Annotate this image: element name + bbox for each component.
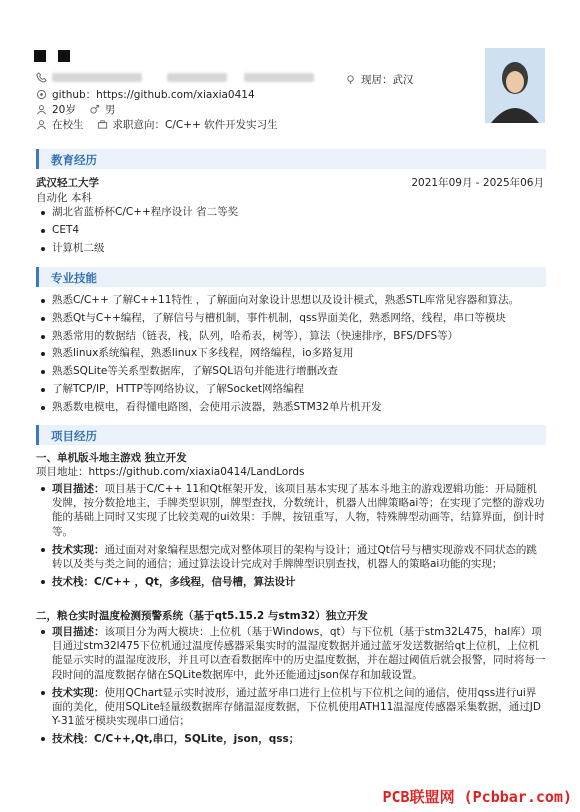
- project2-stack: 技术栈：C/C++,Qt,串口，SQLite，json，qss；: [38, 732, 546, 746]
- age-gender-row: 20岁 男: [36, 102, 115, 117]
- list-item: 熟悉linux系统编程，熟悉linux下多线程，网络编程，io多路复用: [38, 345, 519, 363]
- contact-row: [36, 72, 314, 83]
- phone-icon: [36, 72, 47, 83]
- project1-address[interactable]: 项目地址：https://github.com/xiaxia0414/LandLords: [36, 466, 305, 478]
- list-item: 计算机二级: [38, 240, 238, 258]
- education-list: [38, 204, 238, 257]
- list-item: 熟悉SQLite等关系型数据库，了解SQL语句并能进行增删改查: [38, 363, 519, 381]
- school-name: 武汉轻工大学: [36, 177, 99, 189]
- person-icon: [36, 119, 47, 130]
- project1-stack: 技术栈：C/C++ ，Qt，多线程，信号槽，算法设计: [38, 575, 546, 589]
- email-redacted: [167, 73, 227, 82]
- user-icon: [36, 104, 47, 115]
- list-item: 了解TCP/IP，HTTP等网络协议，了解Socket网络编程: [38, 381, 519, 399]
- github-icon: [36, 89, 47, 100]
- project2-desc: 项目描述：该项目分为两大模块：上位机（基于Windows，qt）与下位机（基于stm32L475，hal库）项目通过stm32l475下位机通过温度传感器采集实时的温湿度数据并通过蓝牙发送数据给qt上位机，上位机能显示实时的温湿度波形，并且可以查看数据库中的历史温度数据，并在超过阈值后就会报警，同时将每一段时间的温度数据存储在SQLite数据库中，此外还能通过json保存和加载设置。: [38, 625, 546, 682]
- phone-redacted: [52, 73, 142, 82]
- section-projects: 项目经历: [36, 425, 546, 445]
- list-item: 熟悉Qt与C++编程，了解信号与槽机制，事件机制，qss界面美化，熟悉网络，线程，串口等模块: [38, 310, 519, 328]
- extra-redacted: [244, 73, 314, 82]
- project2-tech: 技术实现：使用QChart显示实时波形，通过蓝牙串口进行上位机与下位机之间的通信，使用qss进行ui界面的美化，使用SQLite轻量级数据库存储温湿度数据，下位机使用ATH11温湿度传感器采集数据，通过JDY-31蓝牙模块实现串口通信；: [38, 686, 546, 729]
- list-item: 熟悉数电模电，看得懂电路图，会使用示波器，熟悉STM32单片机开发: [38, 399, 519, 417]
- education-date: 2021年09月 - 2025年06月: [411, 177, 544, 189]
- gender-icon: [89, 104, 100, 115]
- briefcase-icon: [97, 119, 108, 130]
- project1-tech: 技术实现：通过面对对象编程思想完成对整体项目的架构与设计；通过Qt信号与槽实现游戏不同状态的跳转以及类与类之间的通信；通过算法设计完成对手牌牌型识别查找，机器人的策略ai功能的实现；: [38, 543, 546, 571]
- project1-details: [38, 482, 546, 589]
- project1-title: 一、单机版斗地主游戏 独立开发: [36, 452, 187, 464]
- project2-title: 二，粮仓实时温度检测预警系统（基于qt5.15.2 与stm32）独立开发: [36, 610, 368, 622]
- list-item: 熟悉常用的数据结（链表，栈，队列，哈希表，树等），算法（快速排序，BFS/DFS等）: [38, 328, 519, 346]
- github-link[interactable]: github：https://github.com/xiaxia0414: [52, 89, 255, 101]
- section-education: 教育经历: [36, 149, 546, 169]
- project2-details: [38, 625, 546, 747]
- location: 现居：武汉: [345, 72, 414, 87]
- name-redacted: [34, 50, 70, 62]
- github-row: [36, 87, 255, 102]
- list-item: 湖北省蓝桥杯C/C++程序设计 省二等奖: [38, 204, 238, 222]
- major: 自动化 本科: [36, 192, 92, 204]
- skills-list: [38, 292, 519, 417]
- section-skills: 专业技能: [36, 267, 546, 287]
- status-row: 在校生 求职意向：C/C++ 软件开发实习生: [36, 117, 278, 132]
- profile-photo: [485, 48, 545, 123]
- footer-watermark: PCB联盟网 (Pcbbar.com): [382, 788, 572, 806]
- list-item: CET4: [38, 222, 238, 240]
- location-icon: [345, 74, 356, 85]
- list-item: 熟悉C/C++ 了解C++11特性 ，了解面向对象设计思想以及设计模式，熟悉STL库常见容器和算法。: [38, 292, 519, 310]
- project1-desc: 项目描述：项目基于C/C++ 11和Qt框架开发，该项目基本实现了基本斗地主的游戏逻辑功能：开局随机发牌，按分数抢地主，手牌类型识别，牌型查找，分数统计，机器人出牌策略ai等；在实现了完整的游戏功能的基础上同时又实现了比较美观的ui效果：手牌，按钮重写，人物，特殊牌型动画等，结算界面，倒计时等。: [38, 482, 546, 539]
